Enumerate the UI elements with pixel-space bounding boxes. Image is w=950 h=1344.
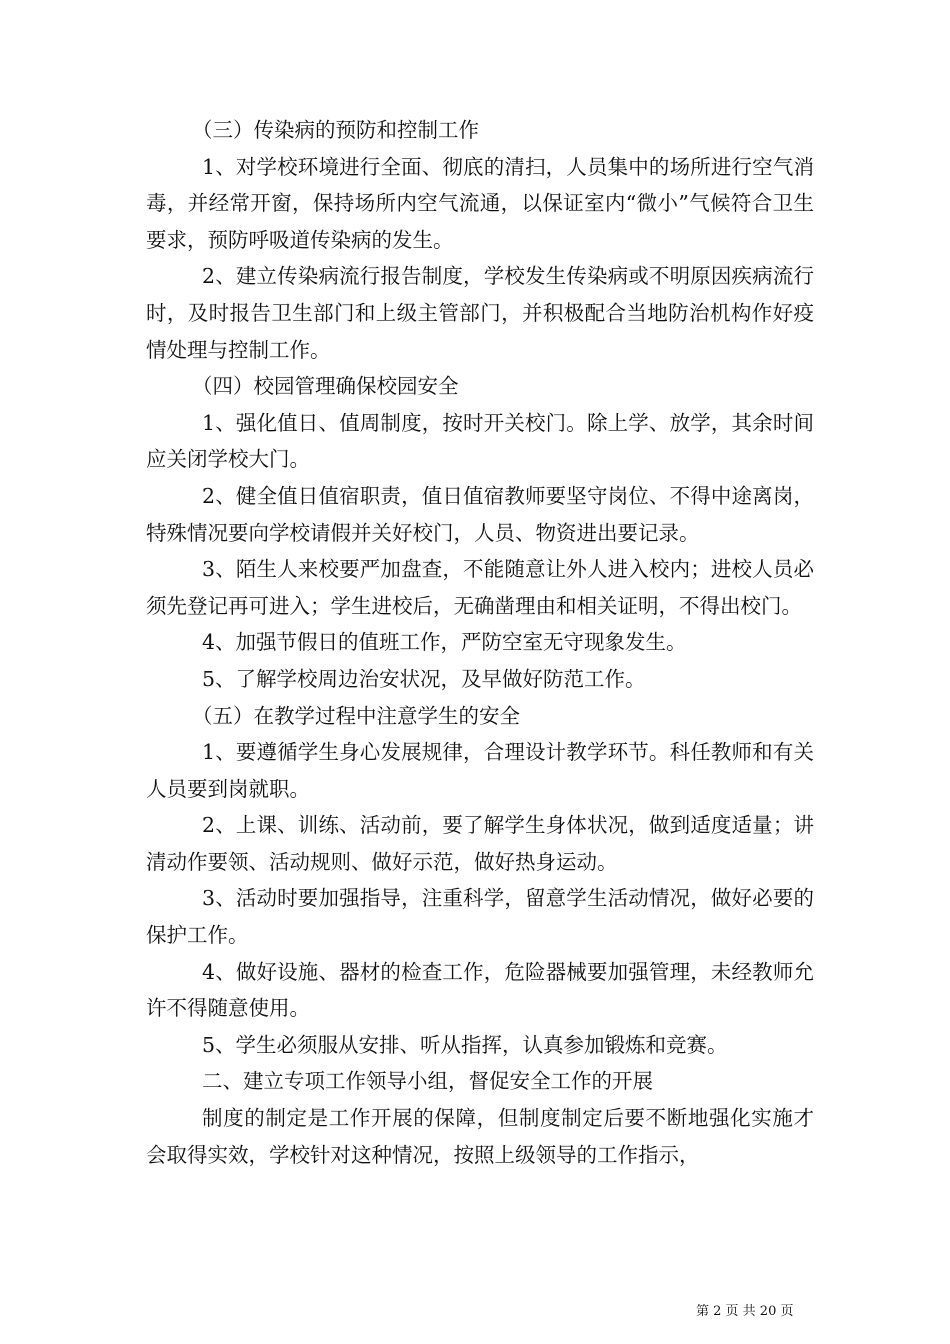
paragraph: 1、要遵循学生身心发展规律，合理设计教学环节。科任教师和有关人员要到岗就职。	[146, 740, 814, 801]
paragraph: 1、对学校环境进行全面、彻底的清扫，人员集中的场所进行空气消毒，并经常开窗，保持场所内空气流通，以保证室内“微小”气候符合卫生要求，预防呼吸道传染病的发生。	[146, 154, 814, 252]
paragraph: 3、陌生人来校要严加盘查，不能随意让外人进入校内；进校人员必须先登记再可进入；学生进校后，无确凿理由和相关证明，不得出校门。	[146, 557, 814, 618]
paragraph: 1、强化值日、值周制度，按时开关校门。除上学、放学，其余时间应关闭学校大门。	[146, 410, 814, 472]
paragraph: 5、了解学校周边治安状况，及早做好防范工作。	[202, 666, 646, 691]
paragraph: 2、上课、训练、活动前，要了解学生身体状况，做到适度适量；讲清动作要领、活动规则、做好示范，做好热身运动。	[146, 813, 814, 874]
document-body	[146, 112, 814, 1173]
page-number-footer: 第 2 页 共 20 页	[696, 1304, 794, 1319]
paragraph: 4、做好设施、器材的检查工作，危险器械要加强管理，未经教师允许不得随意使用。	[146, 959, 814, 1021]
paragraph: 5、学生必须服从安排、听从指挥，认真参加锻炼和竞赛。	[202, 1032, 728, 1057]
paragraph: 4、加强节假日的值班工作，严防空室无守现象发生。	[202, 630, 687, 655]
section-heading-3: （三）传染病的预防和控制工作	[192, 118, 479, 142]
section-heading-2: 二、建立专项工作领导小组，督促安全工作的开展	[202, 1069, 653, 1094]
paragraph: 2、健全值日值宿职责，值日值宿教师要坚守岗位、不得中途离岗，特殊情况要向学校请假并关好校门，人员、物资进出要记录。	[146, 483, 814, 545]
paragraph: 制度的制定是工作开展的保障，但制度制定后要不断地强化实施才会取得实效，学校针对这种情况，按照上级领导的工作指示，	[146, 1106, 814, 1167]
section-heading-4: （四）校园管理确保校园安全	[192, 374, 459, 399]
paragraph: 2、建立传染病流行报告制度，学校发生传染病或不明原因疾病流行时，及时报告卫生部门和上级主管部门，并积极配合当地防治机构作好疫情处理与控制工作。	[146, 264, 814, 362]
section-heading-5: （五）在教学过程中注意学生的安全	[192, 703, 520, 728]
paragraph: 3、活动时要加强指导，注重科学，留意学生活动情况，做好必要的保护工作。	[146, 886, 814, 948]
